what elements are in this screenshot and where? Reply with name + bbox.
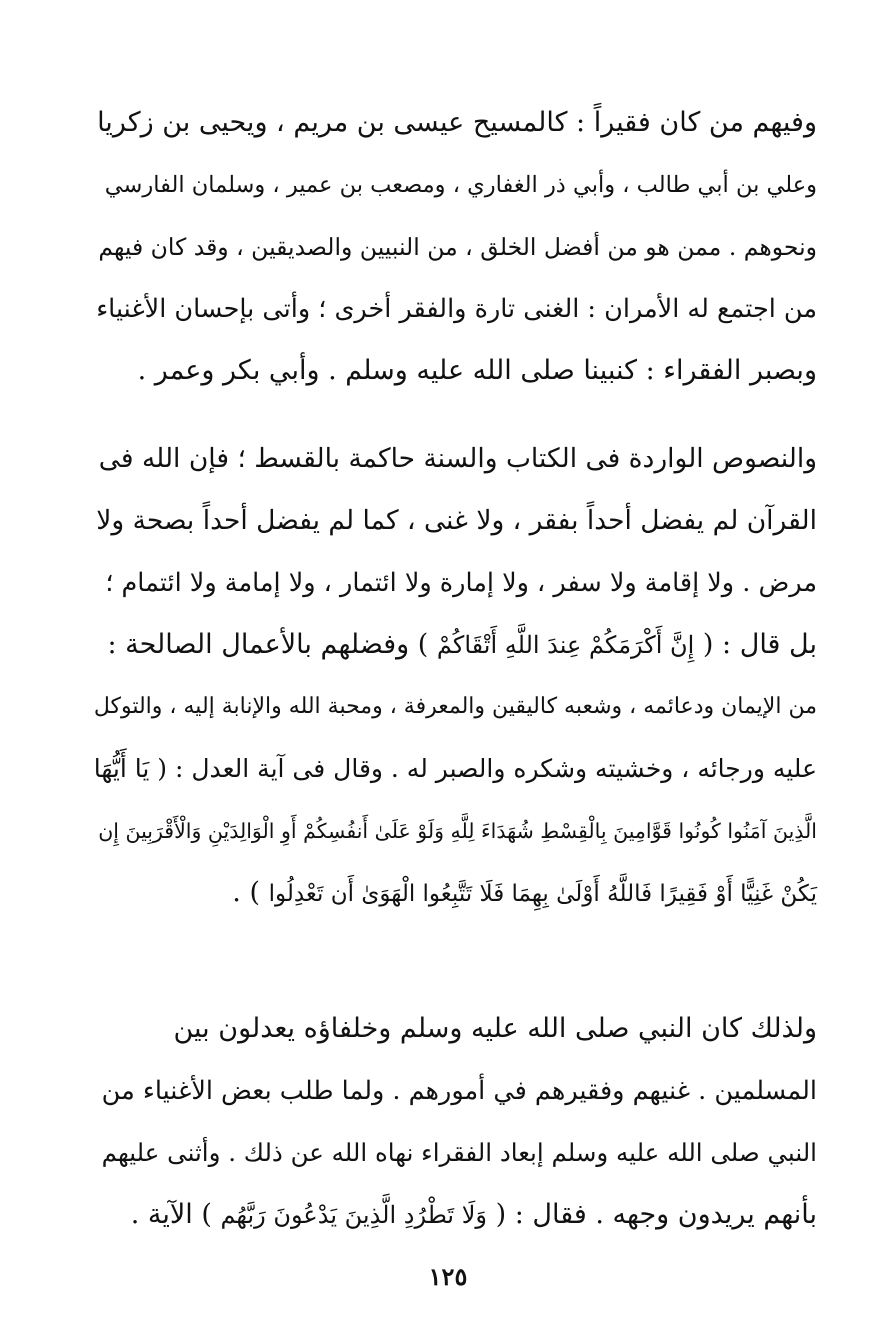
paragraph-1 [95, 92, 817, 402]
text-fragment: بل قال : ( [702, 629, 817, 660]
text-fragment: عليه ورجائه ، وخشيته وشكره والصبر له . وقال فى آية العدل : ( [157, 754, 817, 783]
text-line: من اجتمع له الأمران : الغنى تارة والفقر أخرى ؛ وأتى بإحسان الأغنياء [96, 294, 817, 324]
text-fragment: ) وفضلهم بالأعمال الصالحة : [107, 629, 429, 660]
text-line: من الإيمان ودعائمه ، وشعبه كاليقين والمعرفة ، ومحبة الله والإنابة إليه ، والتوكل [93, 694, 817, 719]
paragraph-2 [95, 428, 817, 925]
quran-verse: الَّذِينَ آمَنُوا كُونُوا قَوَّامِينَ بِالْقِسْطِ شُهَدَاءَ لِلَّهِ وَلَوْ عَلَىٰ أَنفُسِكُمْ أَوِ الْوَالِدَيْنِ وَالْأَقْرَبِينَ إِن [98, 819, 817, 843]
text-line [95, 862, 817, 925]
text-line: النبي صلى الله عليه وسلم إبعاد الفقراء نهاه الله عن ذلك . وأثنى عليهم [101, 1138, 817, 1167]
text-fragment: بأنهم يريدون وجهه . فقال : ( [495, 1199, 817, 1230]
text-line: وبصبر الفقراء : كنبينا صلى الله عليه وسلم . وأبي بكر وعمر . [137, 355, 817, 386]
text-line [95, 1184, 817, 1246]
quran-verse: يَا أَيُّهَا [93, 754, 150, 783]
text-fragment: ) . [232, 877, 260, 908]
text-line: والنصوص الواردة فى الكتاب والسنة حاكمة بالقسط ؛ فإن الله فى [98, 443, 817, 474]
text-line: ولذلك كان النبي صلى الله عليه وسلم وخلفاؤه يعدلون بين [173, 1013, 817, 1044]
page-number: ١٢٥ [428, 1262, 468, 1291]
text-line: مرض . ولا إقامة ولا سفر ، ولا إمارة ولا ائتمار ، ولا إمامة ولا ائتمام ؛ [105, 568, 817, 598]
text-line [95, 614, 817, 676]
text-line: وفيهم من كان فقيراً : كالمسيح عيسى بن مريم ، ويحيى بن زكريا [97, 107, 817, 138]
text-line: المسلمين . غنيهم وفقيرهم في أمورهم . ولما طلب بعض الأغنياء من [101, 1076, 817, 1106]
quran-verse: يَكُنْ غَنِيًّا أَوْ فَقِيرًا فَاللَّهُ أَوْلَىٰ بِهِمَا فَلَا تَتَّبِعُوا الْهَوَىٰ أَن تَعْدِلُوا [268, 881, 817, 907]
text-line: وعلي بن أبي طالب ، وأبي ذر الغفاري ، ومصعب بن عمير ، وسلمان الفارسي [104, 172, 817, 198]
quran-verse: إِنَّ أَكْرَمَكُمْ عِندَ اللَّهِ أَتْقَاكُمْ [436, 631, 695, 659]
text-line [95, 738, 817, 800]
text-line: القرآن لم يفضل أحداً بفقر ، ولا غنى ، كما لم يفضل أحداً بصحة ولا [96, 505, 817, 536]
text-fragment: ) الآية . [130, 1199, 212, 1230]
text-line: ونحوهم . ممن هو من أفضل الخلق ، من النبيين والصديقين ، وقد كان فيهم [98, 233, 817, 261]
quran-verse: وَلَا تَطْرُدِ الَّذِينَ يَدْعُونَ رَبَّهُم [220, 1201, 487, 1229]
paragraph-3 [95, 998, 817, 1246]
